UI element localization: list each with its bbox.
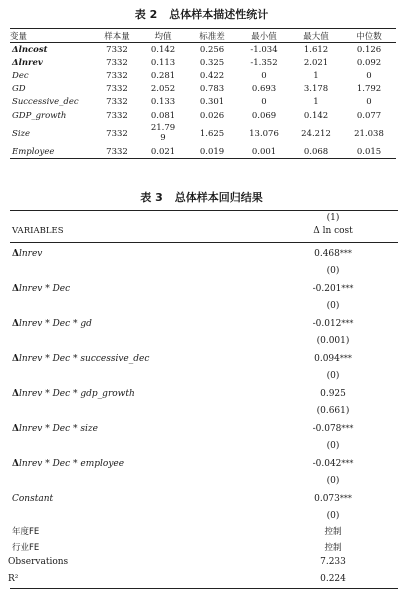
stat-cell: 2.021 xyxy=(303,57,329,68)
standard-error-row xyxy=(10,333,398,348)
table2-header-cell: 样本量 xyxy=(94,29,140,43)
table-row xyxy=(10,348,398,368)
stat-cell: 0.783 xyxy=(199,84,225,95)
significance-stars: *** xyxy=(339,354,352,363)
standard-error-row xyxy=(10,508,398,523)
standard-error-value: (0.001) xyxy=(316,336,350,346)
table-row xyxy=(10,383,398,403)
significance-stars: *** xyxy=(341,319,354,328)
standard-error-row xyxy=(10,263,398,278)
stat-cell: 0.126 xyxy=(356,44,382,55)
table2-header-cell: 最小值 xyxy=(238,29,290,43)
table3-header-row xyxy=(10,224,398,242)
stat-cell: 7332 xyxy=(106,70,128,81)
stat-cell: 0.325 xyxy=(199,57,225,68)
table-row xyxy=(10,83,396,96)
year-fe-value: 控制 xyxy=(324,527,342,537)
table2-header-cell: 标准差 xyxy=(186,29,238,43)
standard-error-value: (0) xyxy=(326,476,340,486)
significance-stars: *** xyxy=(341,284,354,293)
stat-cell: 7332 xyxy=(106,97,128,108)
regressor-label: Δlnrev * Dec * gd xyxy=(12,319,92,329)
variable-name-cell: GD xyxy=(12,84,26,95)
table-row xyxy=(10,278,398,298)
variable-name-cell: Employee xyxy=(10,145,94,159)
table-row xyxy=(10,56,396,69)
observations-value: 7.233 xyxy=(320,557,346,567)
dependent-variable: Δ ln cost xyxy=(313,226,353,236)
table-row xyxy=(10,43,396,57)
table3-colnum-row xyxy=(10,211,398,224)
r2-row xyxy=(10,572,398,589)
standard-error-value: (0) xyxy=(326,266,340,276)
table-row xyxy=(10,313,398,333)
stat-cell: 0.113 xyxy=(150,57,176,68)
table2-caption xyxy=(0,6,403,22)
coefficient-value: -0.012 xyxy=(312,319,342,329)
coefficient-cell xyxy=(288,494,378,504)
table2-header-cell: 变量 xyxy=(10,29,94,43)
stat-cell: -1.034 xyxy=(250,44,278,55)
stat-cell: 0.081 xyxy=(150,110,176,121)
regressor-label: Δlnrev * Dec * employee xyxy=(12,459,125,469)
table2-title: 总体样本描述性统计 xyxy=(169,8,269,21)
industry-fe-label: 行业FE xyxy=(12,543,40,553)
coefficient-cell xyxy=(288,424,378,434)
stat-cell: 24.212 xyxy=(301,128,331,139)
variable-name-cell: Δlnrev xyxy=(12,57,43,68)
delta-symbol: Δ xyxy=(12,249,19,259)
stat-cell: 13.076 xyxy=(249,128,279,139)
table2-number: 表 2 xyxy=(134,8,158,21)
variable-name-cell: GDP_growth xyxy=(12,110,67,121)
delta-symbol: Δ xyxy=(12,424,19,434)
regressor-label: Δlnrev * Dec * successive_dec xyxy=(12,354,150,364)
stat-cell: 0.021 xyxy=(140,145,186,159)
table2-header-cell: 均值 xyxy=(140,29,186,43)
table-row xyxy=(10,109,396,122)
variable-name-cell: Size xyxy=(12,128,31,139)
stat-cell: 0 xyxy=(261,97,267,108)
variables-label: VARIABLES xyxy=(12,226,64,236)
regressor-label: Δlnrev * Dec * size xyxy=(12,424,98,434)
stat-cell: 7332 xyxy=(106,84,128,95)
standard-error-value: (0) xyxy=(326,441,340,451)
variable-name-cell: Dec xyxy=(12,70,29,81)
stat-cell: 0.092 xyxy=(356,57,382,68)
table3-body xyxy=(10,243,398,523)
coefficient-value: -0.078 xyxy=(312,424,342,434)
table3-number: 表 3 xyxy=(140,191,163,204)
regressor-label: Δlnrev * Dec * gdp_growth xyxy=(12,389,135,399)
column-number: (1) xyxy=(326,213,340,223)
coefficient-cell xyxy=(288,284,378,294)
coefficient-value: 0.073 xyxy=(314,494,340,504)
regressor-label: Constant xyxy=(12,494,54,504)
table2-header-row xyxy=(10,29,396,43)
stat-cell: 0.693 xyxy=(251,84,277,95)
stat-cell: 0.069 xyxy=(251,110,277,121)
stat-cell: 1.612 xyxy=(303,44,329,55)
coefficient-value: 0.094 xyxy=(314,354,340,364)
standard-error-value: (0) xyxy=(326,371,340,381)
coefficient-cell xyxy=(288,249,378,259)
stat-cell: 0.133 xyxy=(150,97,176,108)
table-row xyxy=(10,69,396,82)
standard-error-value: (0) xyxy=(326,301,340,311)
standard-error-row xyxy=(10,368,398,383)
stat-cell: 0.019 xyxy=(186,145,238,159)
stat-cell: 1 xyxy=(313,97,319,108)
stat-cell: 0.256 xyxy=(199,44,225,55)
standard-error-row xyxy=(10,473,398,488)
standard-error-row xyxy=(10,298,398,313)
stat-cell: -1.352 xyxy=(250,57,278,68)
stat-cell: 7332 xyxy=(94,145,140,159)
regressor-label: Δlnrev * Dec xyxy=(12,284,71,294)
table2-header-cell: 中位数 xyxy=(342,29,396,43)
year-fe-label: 年度FE xyxy=(12,527,40,537)
table3-title: 总体样本回归结果 xyxy=(174,191,263,204)
stat-cell: 0 xyxy=(261,70,267,81)
table3-caption xyxy=(0,189,403,205)
standard-error-value: (0.661) xyxy=(316,406,350,416)
stat-cell: 0.301 xyxy=(199,97,225,108)
table-row xyxy=(10,122,396,145)
significance-stars: *** xyxy=(339,249,352,258)
stat-cell: 3.178 xyxy=(303,84,329,95)
delta-symbol: Δ xyxy=(12,459,19,469)
variable-name-cell: Δlncost xyxy=(12,44,48,55)
table2-header-cell: 最大值 xyxy=(290,29,342,43)
year-fe-row xyxy=(10,523,398,539)
stat-cell: 0 xyxy=(366,97,372,108)
table-row xyxy=(10,488,398,508)
standard-error-row xyxy=(10,438,398,453)
delta-symbol: Δ xyxy=(12,354,19,364)
stat-cell: 0.001 xyxy=(238,145,290,159)
stat-cell: 0 xyxy=(366,70,372,81)
stat-cell: 0.142 xyxy=(150,44,176,55)
stat-cell: 7332 xyxy=(106,128,128,139)
coefficient-value: 0.925 xyxy=(320,389,346,399)
coefficient-value: 0.468 xyxy=(314,249,340,259)
stat-cell: 7332 xyxy=(106,57,128,68)
coefficient-cell xyxy=(288,354,378,364)
stat-cell: 0.281 xyxy=(150,70,176,81)
table-row xyxy=(10,145,396,159)
stat-cell: 1.625 xyxy=(199,128,225,139)
observations-row xyxy=(10,555,398,572)
significance-stars: *** xyxy=(339,494,352,503)
stat-cell: 21.038 xyxy=(354,128,384,139)
delta-symbol: Δ xyxy=(12,389,19,399)
coefficient-cell xyxy=(288,389,378,399)
regressor-label: Δlnrev xyxy=(12,249,43,259)
r2-label: R² xyxy=(8,574,19,584)
table-row xyxy=(10,96,396,109)
stat-cell: 0.068 xyxy=(290,145,342,159)
table-row xyxy=(10,453,398,473)
significance-stars: *** xyxy=(341,459,354,468)
stat-cell: 0.026 xyxy=(199,110,225,121)
stat-cell: 21.79 9 xyxy=(150,123,176,144)
stat-cell: 7332 xyxy=(106,110,128,121)
industry-fe-value: 控制 xyxy=(324,543,342,553)
stat-cell: 0.422 xyxy=(199,70,225,81)
table-row xyxy=(10,243,398,263)
coefficient-cell xyxy=(288,459,378,469)
industry-fe-row xyxy=(10,539,398,555)
standard-error-row xyxy=(10,403,398,418)
delta-symbol: Δ xyxy=(12,319,19,329)
observations-label: Observations xyxy=(8,557,69,567)
stat-cell: 1 xyxy=(313,70,319,81)
stat-cell: 7332 xyxy=(106,44,128,55)
stat-cell: 2.052 xyxy=(150,84,176,95)
significance-stars: *** xyxy=(341,424,354,433)
stat-cell: 0.015 xyxy=(342,145,396,159)
coefficient-cell xyxy=(288,319,378,329)
coefficient-value: -0.201 xyxy=(312,284,342,294)
stat-cell: 0.142 xyxy=(303,110,329,121)
table-row xyxy=(10,418,398,438)
standard-error-value: (0) xyxy=(326,511,340,521)
coefficient-value: -0.042 xyxy=(312,459,342,469)
variable-name-cell: Successive_dec xyxy=(12,97,79,108)
delta-symbol: Δ xyxy=(12,284,19,294)
r2-value: 0.224 xyxy=(320,574,346,584)
stat-cell: 1.792 xyxy=(356,84,382,95)
regression-table xyxy=(10,210,398,589)
stat-cell: 0.077 xyxy=(356,110,382,121)
descriptive-stats-table xyxy=(10,28,396,159)
